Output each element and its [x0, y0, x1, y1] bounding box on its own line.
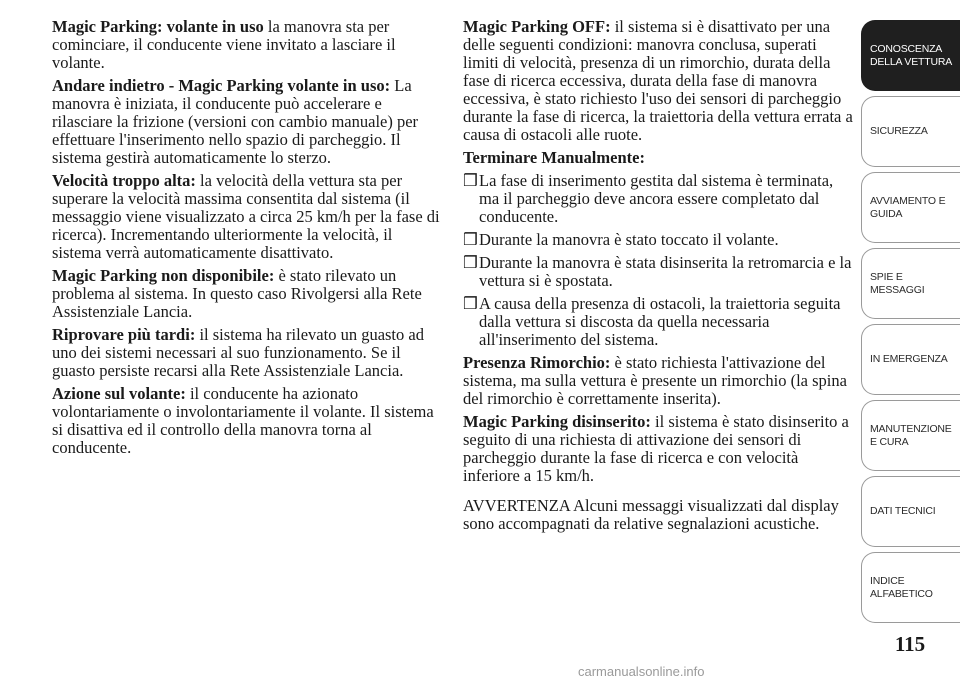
checkbox-bullet-icon: ❒	[463, 253, 478, 272]
paragraph-text: è stato rilevato un problema al sistema. In questo caso Rivolgersi alla Rete Assistenziale Lancia.	[52, 266, 422, 321]
paragraph-title: Azione sul volante:	[52, 384, 186, 403]
paragraph-title: Velocità troppo alta:	[52, 171, 196, 190]
tab-label: DATI TECNICI	[870, 505, 936, 517]
page-number: 115	[894, 632, 926, 656]
paragraph-text: la velocità della vettura sta per superare la velocità massima consentita dal sistema (il messaggio viene visualizzato a circa 25 km/h per la fase di ricerca). Incrementando ulteriormente la velocità, il sistema verrà automaticamente disattivato.	[52, 171, 440, 262]
paragraph-non-disponibile	[52, 267, 444, 321]
paragraph-text: il conducente ha azionato volontariamente o involontariamente il volante. Il sistema si disattiva ed il controllo della manovra torna al conducente.	[52, 384, 434, 457]
tab-label: MANUTENZIONE E CURA	[870, 422, 952, 448]
paragraph-riprovare	[52, 326, 444, 380]
paragraph-text: il sistema ha rilevato un guasto ad uno dei sistemi necessari al suo funzionamento. Se il guasto persiste recarsi alla Rete Assistenziale Lancia.	[52, 325, 424, 380]
list-item	[463, 254, 855, 290]
list-item-text: Durante la manovra è stato toccato il volante.	[479, 230, 779, 249]
right-column	[463, 18, 855, 538]
tab-conoscenza-vettura[interactable]	[861, 20, 960, 91]
paragraph-presenza-rimorchio	[463, 354, 855, 408]
paragraph-title: Andare indietro - Magic Parking volante in uso:	[52, 76, 391, 95]
paragraph-text: il sistema si è disattivato per una delle seguenti condizioni: manovra conclusa, superati limiti di velocità, presenza di un rimorchio, durata della fase di ricerca eccessiva, durata della fase di manovra eccessiva, è stato richiesto l'uso dei sensori di parcheggio durante la fase di ricerca, la traiettoria della vettura errata a causa di ostacoli alle ruote.	[463, 17, 853, 144]
paragraph-disinserito	[463, 413, 855, 485]
tab-spie-messaggi[interactable]	[861, 248, 960, 319]
paragraph-velocita-alta	[52, 172, 444, 262]
checkbox-bullet-icon: ❒	[463, 171, 478, 190]
paragraph-text: il sistema è stato disinserito a seguito di una richiesta di attivazione dei sensori di parcheggio durante la fase di ricerca e con velocità inferiore a 15 km/h.	[463, 412, 849, 485]
paragraph-magic-off	[463, 18, 855, 144]
list-item	[463, 295, 855, 349]
checkbox-bullet-icon: ❒	[463, 294, 478, 313]
tab-sicurezza[interactable]	[861, 96, 960, 167]
chapter-tabs	[861, 20, 960, 628]
paragraph-text: La manovra è iniziata, il conducente può accelerare e rilasciare la frizione (versioni con cambio manuale) per effettuare l'inserimento nello spazio di parcheggio. Il sistema gestirà automaticamente lo sterzo.	[52, 76, 419, 167]
tab-label: IN EMERGENZA	[870, 353, 948, 365]
tab-label: SPIE E MESSAGGI	[870, 270, 925, 296]
paragraph-title: Magic Parking non disponibile:	[52, 266, 275, 285]
list-item	[463, 231, 855, 249]
tab-manutenzione-cura[interactable]	[861, 400, 960, 471]
tab-in-emergenza[interactable]	[861, 324, 960, 395]
watermark: carmanualsonline.info	[578, 664, 705, 679]
paragraph-title: Magic Parking OFF:	[463, 17, 611, 36]
paragraph-text: la manovra sta per cominciare, il conducente viene invitato a lasciare il volante.	[52, 17, 396, 72]
tab-label: INDICE ALFABETICO	[870, 574, 933, 600]
paragraph-azione-volante	[52, 385, 444, 457]
list-item	[463, 172, 855, 226]
tab-dati-tecnici[interactable]	[861, 476, 960, 547]
tab-label: SICUREZZA	[870, 125, 928, 137]
paragraph-title: Magic Parking disinserito:	[463, 412, 651, 431]
paragraph-text: è stato richiesta l'attivazione del sistema, ma sulla vettura è presente un rimorchio (la spina del rimorchio è correttamente inserita).	[463, 353, 847, 408]
paragraph-title: Magic Parking: volante in uso	[52, 17, 264, 36]
heading-terminare-manualmente: Terminare Manualmente:	[463, 148, 645, 167]
checkbox-bullet-icon: ❒	[463, 230, 478, 249]
left-column	[52, 18, 444, 462]
paragraph-volante-in-uso	[52, 18, 444, 72]
warning-note: AVVERTENZA Alcuni messaggi visualizzati dal display sono accompagnati da relative segnalazioni acustiche.	[463, 496, 839, 533]
list-item-text: La fase di inserimento gestita dal sistema è terminata, ma il parcheggio deve ancora essere completato dal conducente.	[479, 171, 834, 226]
paragraph-title: Riprovare più tardi:	[52, 325, 196, 344]
tab-label: CONOSCENZA DELLA VETTURA	[870, 42, 953, 68]
list-item-text: Durante la manovra è stata disinserita la retromarcia e la vettura si è spostata.	[479, 253, 852, 290]
tab-label: AVVIAMENTO E GUIDA	[870, 194, 946, 220]
tab-avviamento-guida[interactable]	[861, 172, 960, 243]
paragraph-title: Presenza Rimorchio:	[463, 353, 611, 372]
tab-indice-alfabetico[interactable]	[861, 552, 960, 623]
list-item-text: A causa della presenza di ostacoli, la traiettoria seguita dalla vettura si discosta da quella necessaria all'inserimento del sistema.	[479, 294, 841, 349]
paragraph-andare-indietro	[52, 77, 444, 167]
